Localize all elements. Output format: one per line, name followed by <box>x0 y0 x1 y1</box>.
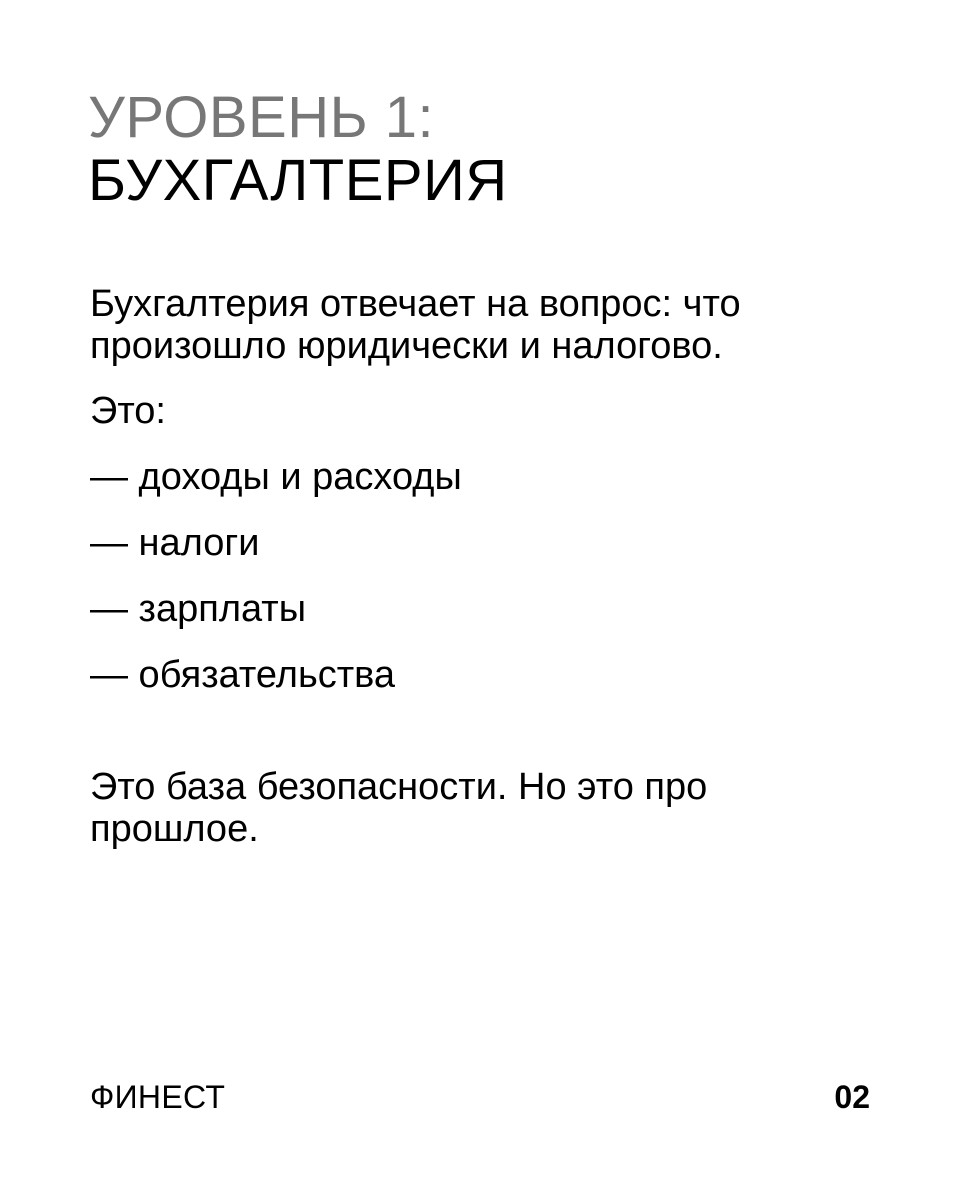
list-item: — обязательства <box>90 654 396 696</box>
page-number: 02 <box>834 1079 870 1115</box>
intro-paragraph: Бухгалтерия отвечает на вопрос: что произошло юридически и налогово. <box>90 283 741 367</box>
title-topic: БУХГАЛТЕРИЯ <box>88 148 508 213</box>
closing-paragraph: Это база безопасности. Но это про прошлое. <box>90 766 708 850</box>
title-level: УРОВЕНЬ 1: <box>88 85 435 150</box>
list-item: — доходы и расходы <box>90 456 462 498</box>
list-lead: Это: <box>90 390 166 432</box>
list-item: — зарплаты <box>90 588 307 630</box>
footer-brand: ФИНЕСТ <box>90 1079 226 1115</box>
list-item: — налоги <box>90 522 260 564</box>
